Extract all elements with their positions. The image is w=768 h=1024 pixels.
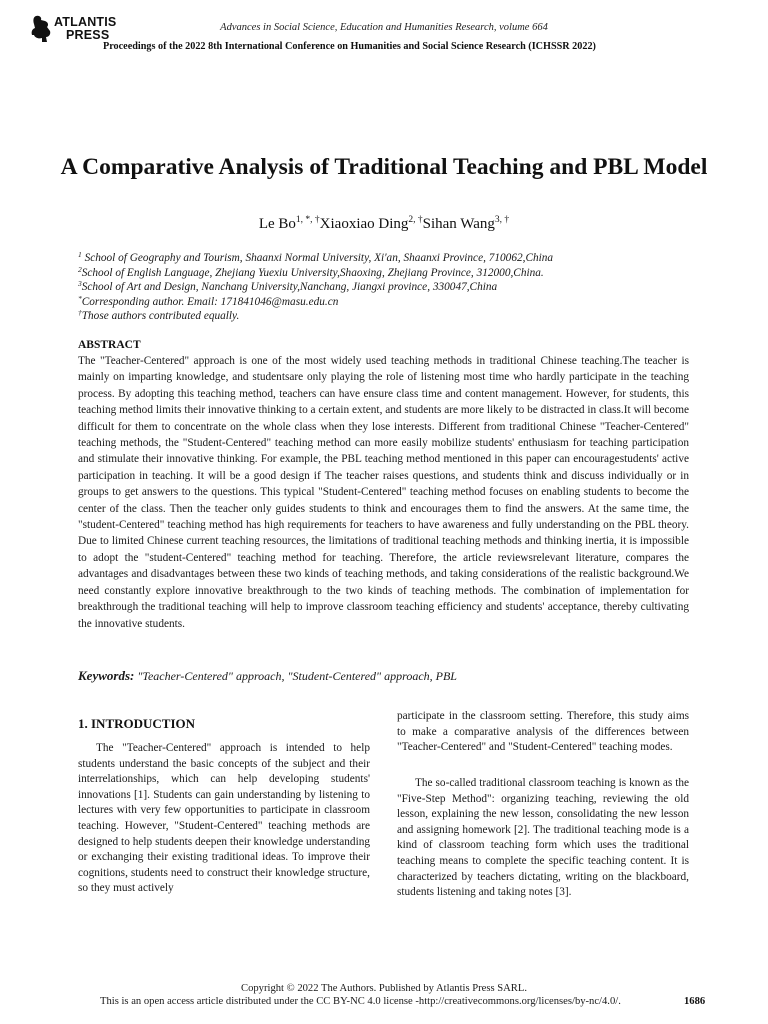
intro-paragraph-1: The "Teacher-Centered" approach is intended to help students understand the basic concepts of the subject and their interrelationships, which can help developing students' innovations [1]. Students can gain understanding by listening to lectures with very few opportunities to participate in classroom teaching. However, "Student-Centered" teaching methods are designed to help students deepen their knowledge understanding or exchanging their existing traditional ideas. To improve their cognitions, students need to construct their knowledge structure, so they must actively [78,742,370,895]
logo-line1: ATLANTIS [54,15,117,29]
copyright-notice: Copyright © 2022 The Authors. Published by Atlantis Press SARL. [241,983,527,994]
author-name: Le Bo [258,216,296,232]
author-name: Xiaoxiao Ding [319,216,409,232]
page-number: 1686 [684,996,706,1007]
license-notice[interactable]: This is an open access article distributed under the CC BY-NC 4.0 license -http://creativecommons.org/licenses/by-nc/4.0/. [100,996,621,1007]
paper-title: A Comparative Analysis of Traditional Teaching and PBL Model [60,154,708,180]
author-name: Sihan Wang [422,216,495,232]
affiliation-line [78,266,553,281]
affiliation-line [78,280,553,295]
affiliation-text: School of English Language, Zhejiang Yuexiu University,Shaoxing, Zhejiang Province, 312000,China. [81,266,544,279]
affiliation-marker: † [78,308,82,318]
proceedings-title: Proceedings of the 2022 8th International Conference on Humanities and Social Science Research (ICHSSR 2022) [103,41,596,52]
section-heading-introduction: 1. INTRODUCTION [78,716,196,731]
affiliation-marker: 2 [78,264,82,274]
keywords-label: Keywords: [78,668,135,683]
affiliation-marker: 1 [78,250,82,259]
keywords-list: "Teacher-Centered" approach, "Student-Centered" approach, PBL [134,669,457,683]
affiliation-line [78,309,553,324]
author-superscript: 3, † [494,215,510,225]
affiliation-line [78,295,553,310]
affiliation-marker: 3 [78,279,82,289]
author-superscript: 2, † [408,215,423,225]
affiliations [78,251,553,324]
affiliation-text: School of Geography and Tourism, Shaanxi Normal University, Xi'an, Shaanxi Province, 710062,China [81,252,554,264]
series-title: Advances in Social Science, Education and Humanities Research, volume 664 [220,22,548,33]
affiliation-text: School of Art and Design, Nanchang University,Nanchang, Jiangxi province, 330047,China [81,281,498,294]
author-list [0,216,768,233]
intro-paragraph-2: participate in the classroom setting. Therefore, this study aims to make a comparative analysis of the differences between "Teacher-Centered" and "Student-Centered" teaching modes. [397,710,689,754]
author-superscript: 1, *, † [295,215,320,225]
affiliation-marker: * [78,293,82,303]
logo-line2: PRESS [66,28,110,42]
affiliation-text: Corresponding author. Email: 171841046@masu.edu.cn [81,295,339,308]
affiliation-text: Those authors contributed equally. [81,310,240,323]
affiliation-line [78,251,553,266]
keywords [78,668,457,684]
abstract-body: The "Teacher-Centered" approach is one of the most widely used teaching methods in traditional Chinese teaching.The teacher is mainly on imparting knowledge, and studentsare only playing the role of listening most time who hardly participate in the teaching process. By adopting this teaching method, teachers can have ensure class time and content management. However, for students, this teaching method limits their innovative thinking to a certain extent, and students are more likely to be distracted in class.It will become difficult for them to concentrate on the whole class when they lose interests. Different from traditional Chinese "Teacher-Centered" teaching methods, the "Student-Centered" teaching method can more easily mobilize students' enthusiasm for teaching participation and stimulate their innovative thinking. For example, the PBL teaching method mentioned in this paper can encouragestudents' active participation in teaching. It will be a good design if The teacher raises questions, and students think and discuss individually or in groups to get answers to the questions. This typical "Student-Centered" teaching method focuses on enabling students to become the center of the class. Then the teacher only guides students to think and encourages them to find the answers. At the same time, the "student-Centered" teaching method has high requirements for teachers to have awareness and fully understanding on the PBL theory. Due to limited Chinese current teaching resources, the limitations of traditional teaching methods and thinking inertia, it is impossible to adopt the "student-Centered" teaching method for teaching. Therefore, the article reviewsrelevant literature, compares the advantages and disadvantages between these two kinds of teaching methods, and taking considerations of the realistic background.We need constantly explore innovative breakthrough to the two kinds of teaching methods. The combination of implementation for breakthrough the traditional teaching will help to improve classroom teaching efficiency and students' acceptance, thereby cultivating the innovative students. [78,355,689,630]
intro-paragraph-3: The so-called traditional classroom teaching is known as the "Five-Step Method": organizing teaching, reviewing the old lesson, explaining the new lesson, consolidating the new lesson and assigning homework [2]. The traditional teaching mode is a kind of classroom teaching form which uses the traditional teaching means to complete the specific teaching content. It is characterized by teachers dictating, writing on the blackboard, students listening and taking notes [3]. [397,777,689,899]
abstract-heading: ABSTRACT [78,339,141,351]
